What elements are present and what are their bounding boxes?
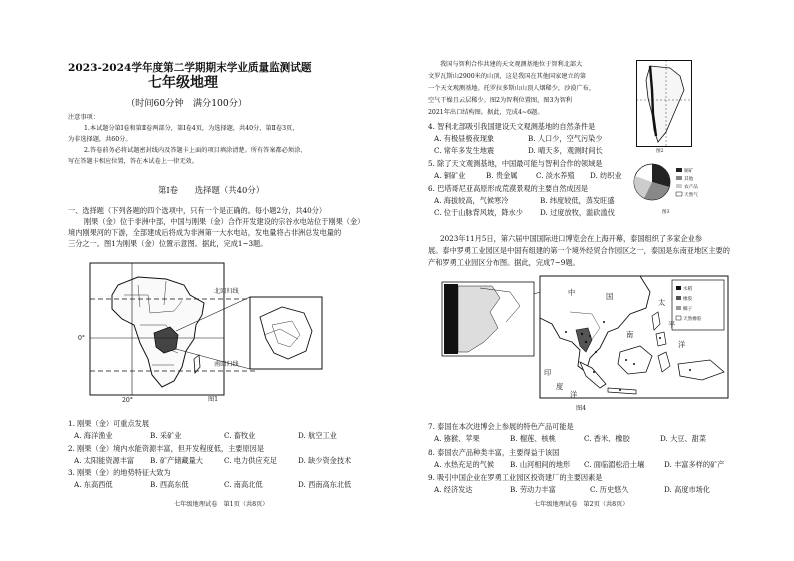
- figure-4-caption: 图4: [576, 405, 587, 412]
- option-d: D. 大豆、甜菜: [660, 434, 707, 443]
- figure-3-caption: 图3: [662, 210, 670, 215]
- label-pacific: 洋: [678, 340, 686, 349]
- passage-line: 一个天文观测基地。托罗拉多斯山山顶人烟稀少，沙漠广布，: [428, 85, 596, 92]
- option-d: D. 西南高东北低: [298, 480, 352, 489]
- intro-line: 刚果（金）位于非洲中部，中国与刚果（金）合作开发建设的宗谷水电站位于刚果（金）: [84, 217, 365, 226]
- option-c: C. 香米、橡胶: [584, 434, 630, 443]
- option-c: C. 常年多发生地震: [434, 146, 495, 155]
- intro-line: 一、选择题（下列各题的四个选项中，只有一个是正确的。每小题2分，共40分）: [68, 206, 327, 215]
- question-stem: 3. 刚果（金）的地势特征大致为: [68, 468, 171, 477]
- label-china-2: 国: [606, 292, 614, 301]
- question-stem: 8. 泰国农产品种类丰富，主要得益于该国: [428, 448, 560, 457]
- option-d: D. 航空工业: [298, 431, 337, 440]
- intro-line: 三分之一。图1为刚果（金）位置示意图。据此，完成1~3题。: [68, 239, 268, 248]
- label-indian: 洋: [570, 390, 578, 399]
- passage-line: 2023年11月5日，第六届中国国际进口博览会在上海开幕，泰国组织了多家企业参: [440, 234, 703, 243]
- figure-1-caption: 图1: [208, 396, 219, 403]
- option-a: A. 有极昼极夜现象: [434, 134, 495, 143]
- option-c: C. 南高北低: [224, 480, 263, 489]
- option-b: B. 贵金属: [486, 171, 518, 180]
- option-c: C. 位于山脉背风坡，降水少: [434, 208, 523, 217]
- option-d: D. 过度放牧，滥砍滥伐: [540, 208, 615, 217]
- option-d: D. 丰富多样的矿产: [664, 460, 725, 469]
- option-b: B. 人口少，空气污染少: [528, 134, 603, 143]
- intro-line: 境内刚果河的下游，全部建成后将成为非洲第一大水电站，发电量将占非洲总发电量的: [68, 228, 342, 237]
- option-a: A. 太阳能资源丰富: [74, 456, 135, 465]
- option-a: A. 猕猴、苹果: [434, 434, 480, 443]
- passage-line: 空气干燥且云层稀少。图2为智利位置图，图3为智利: [428, 97, 572, 104]
- option-b: B. 纬度较低，蒸发旺盛: [540, 196, 615, 205]
- option-a: A. 海拔较高，气候寒冷: [434, 196, 509, 205]
- page-footer: 七年级地理试卷 第1页（共8页）: [174, 501, 269, 508]
- passage-line: 我国与智利合作共建的天文观测基地位于智利北部大: [440, 61, 583, 68]
- tropic-north-label: 北回归线: [214, 288, 239, 295]
- tropic-south-label: 南回归线: [214, 361, 239, 368]
- option-b: B. 榴莲、核桃: [510, 434, 556, 443]
- option-c: C. 畜牧业: [224, 431, 256, 440]
- legend-item: 天然橡胶: [683, 317, 702, 322]
- question-stem: 7. 泰国在本次进博会上参展的特色产品可能是: [428, 422, 574, 431]
- equator-degree: 0°: [78, 335, 86, 342]
- figure-3-chart: [630, 160, 720, 218]
- exam-title: 2023-2024学年度第二学期期末学业质量监测试题: [68, 62, 312, 74]
- figure-1-map: [78, 255, 375, 405]
- label-pacific: 平: [668, 320, 676, 329]
- option-c: C. 电力供应充足: [224, 456, 277, 465]
- page-footer: 七年级地理试卷 第2页（共8页）: [534, 501, 629, 508]
- label-indian: 度: [556, 382, 564, 391]
- figure-2-map: [636, 60, 692, 156]
- notice-line: 1.本试题分第Ⅰ卷和第Ⅱ卷两部分，第Ⅰ卷4页，为选择题，共40分，第Ⅱ卷3页，: [84, 125, 299, 132]
- passage-line: 2021年出口结构图。据此，完成4~6题。: [428, 109, 544, 116]
- notice-heading: 注意事项：: [68, 114, 99, 121]
- time-score: （时间60分钟 满分100分）: [126, 98, 248, 109]
- meridian-degree: 20°: [122, 397, 133, 404]
- question-stem: 5. 除了天文观测基地，中国最可能与智利合作的领域是: [428, 159, 603, 168]
- label-south-sea: 南: [626, 330, 634, 339]
- legend-item: 天然气: [684, 193, 698, 198]
- legend-item: 橡胶: [683, 297, 693, 302]
- passage-line: 展。泰中罗勇工业园区是中国有组建的第一个境外经贸合作园区之一，泰国是东南亚地区主要的: [428, 246, 730, 255]
- notice-line: 2.答卷前务必将试题密封线内及答题卡上面的项目填涂清楚。所有答案都必须涂、: [84, 147, 307, 154]
- option-c: C. 历史悠久: [590, 485, 629, 494]
- label-china: 中: [568, 288, 576, 297]
- option-c: C. 面临湄松沿土壤: [584, 460, 645, 469]
- legend-item: 铜矿: [684, 169, 694, 174]
- option-d: D. 纺织业: [590, 171, 622, 180]
- passage-line: 文罗瓦斯山2900米的山顶，这是我国在其他国家建立的第: [428, 73, 587, 80]
- label-pacific: 太: [658, 298, 666, 307]
- question-stem: 6. 巴塔哥尼亚高原形成荒漠景观的主要自然成因是: [428, 184, 589, 193]
- legend-item: 椰子: [683, 307, 693, 312]
- option-b: B. 山河相间的地形: [510, 460, 571, 469]
- figure-4-map: [440, 272, 730, 416]
- option-b: B. 西高东低: [150, 480, 189, 489]
- option-d: D. 晴天多，观测时间长: [528, 146, 603, 155]
- option-d: D. 缺少资金技术: [298, 456, 352, 465]
- section-title: 第Ⅰ卷 选择题（共40分）: [158, 185, 265, 195]
- question-stem: 9. 吸引中国企业在罗勇工业园区投资建厂的主要因素是: [428, 473, 603, 482]
- question-stem: 1. 刚果（金）可重点发展: [68, 419, 150, 428]
- legend-item: 农产品: [684, 185, 698, 190]
- notice-line: 写在答题卡相应位置，答在本试卷上一律无效。: [68, 158, 198, 165]
- option-b: B. 劳动力丰富: [510, 485, 556, 494]
- question-stem: 4. 智利北部吸引我国建设天文观测基地的自然条件是: [428, 122, 596, 131]
- option-c: C. 淡水养殖: [536, 171, 575, 180]
- legend-item: 水稻: [683, 287, 693, 292]
- question-stem: 2. 刚果（金）境内水能资源丰富，但开发程度低，主要原因是: [68, 444, 265, 453]
- option-a: A. 海洋渔业: [74, 431, 113, 440]
- option-d: D. 高度市场化: [664, 485, 711, 494]
- exam-subject: 七年级地理: [148, 75, 218, 91]
- option-a: A. 经济发达: [434, 485, 473, 494]
- option-b: B. 采矿业: [150, 431, 182, 440]
- legend-item: 其他: [684, 177, 694, 182]
- option-a: A. 铜矿业: [434, 171, 466, 180]
- notice-line: 为非选择题，共60分。: [68, 136, 132, 143]
- option-a: A. 东高西低: [74, 480, 113, 489]
- label-indian: 印: [544, 368, 552, 377]
- option-a: A. 水热充足的气候: [434, 460, 495, 469]
- passage-line: 产和罗勇工业园区分布图。据此，完成7~9题。: [428, 258, 580, 267]
- figure-2-caption: 图2: [656, 149, 664, 154]
- option-b: B. 矿产储藏量大: [150, 456, 203, 465]
